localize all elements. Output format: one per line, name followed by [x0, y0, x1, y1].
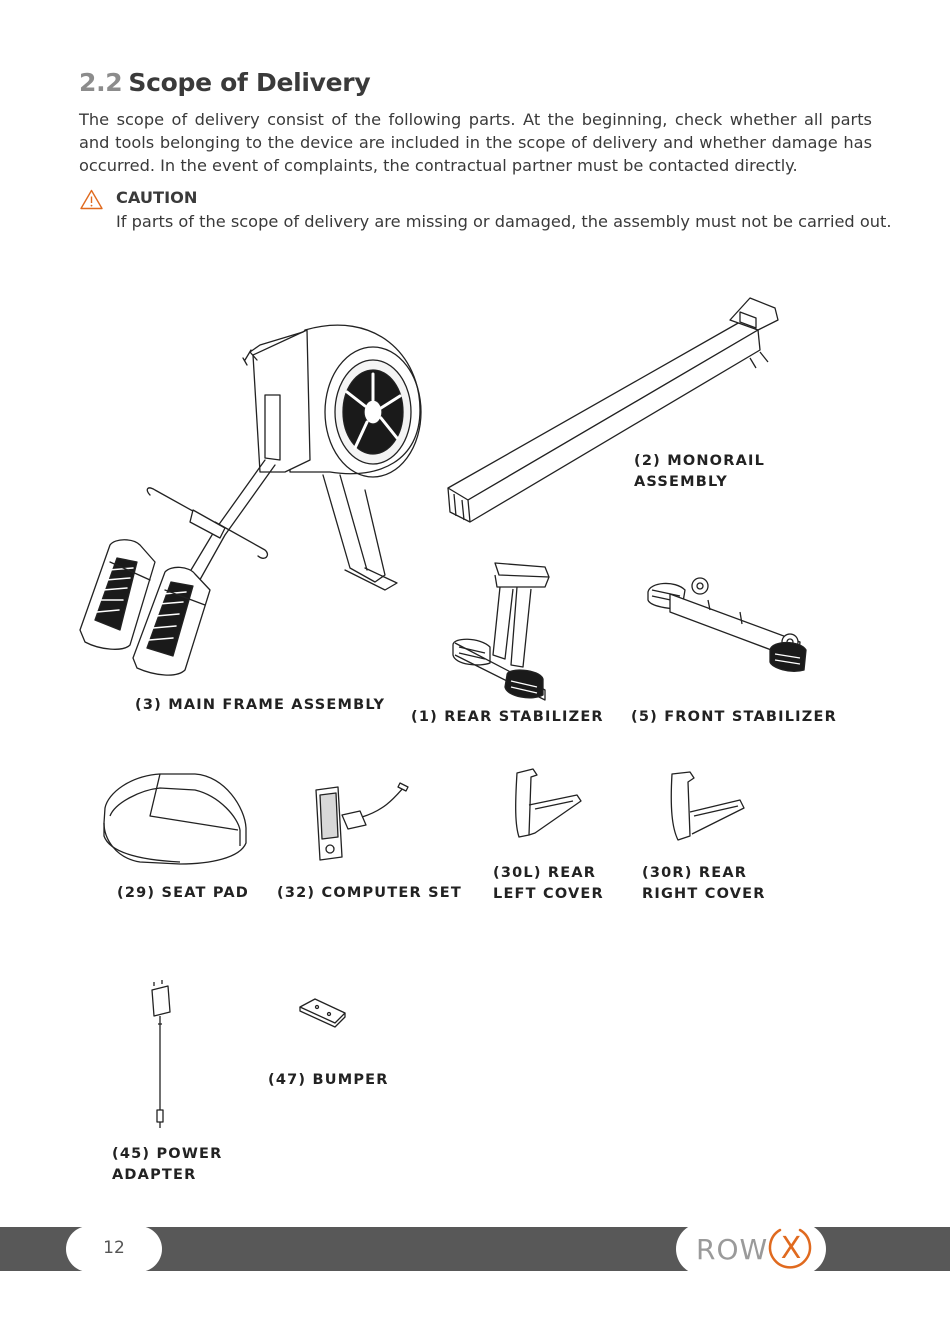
- label-rear-left-line1: (30L) REAR: [493, 865, 597, 881]
- computer-set-drawing: [300, 775, 420, 870]
- section-number: 2.2: [79, 68, 123, 97]
- label-rear-right-line1: (30R) REAR: [642, 865, 748, 881]
- warning-triangle-icon: [80, 189, 103, 210]
- bumper-drawing: [295, 995, 350, 1030]
- power-adapter-drawing: [140, 982, 180, 1132]
- page-number: 12: [103, 1238, 125, 1258]
- label-front-stabilizer: (5) FRONT STABILIZER: [631, 709, 837, 725]
- label-power-line1: (45) POWER: [112, 1146, 223, 1162]
- monorail-drawing: [440, 290, 785, 530]
- brand-mark: X: [780, 1231, 802, 1266]
- label-monorail-line1: (2) MONORAIL: [634, 453, 766, 469]
- label-monorail-line2: ASSEMBLY: [634, 474, 728, 490]
- brand-word: ROW: [696, 1233, 769, 1266]
- caution-title: CAUTION: [116, 188, 198, 207]
- label-computer-set: (32) COMPUTER SET: [277, 885, 462, 901]
- label-seat-pad: (29) SEAT PAD: [117, 885, 250, 901]
- rear-left-cover-drawing: [505, 765, 585, 840]
- front-stabilizer-drawing: [640, 572, 815, 682]
- label-rear-stabilizer: (1) REAR STABILIZER: [411, 709, 604, 725]
- caution-text: If parts of the scope of delivery are missing or damaged, the assembly must not be carried out.: [116, 212, 892, 231]
- label-bumper: (47) BUMPER: [268, 1072, 389, 1088]
- intro-paragraph: The scope of delivery consist of the following parts. At the beginning, check whether all parts and tools belonging to the device are included in the scope of delivery and whether damage has occurred. In the event of complaints, the contractual partner must be contacted directly.: [79, 110, 872, 175]
- label-rear-right-line2: RIGHT COVER: [642, 886, 766, 902]
- section-title: Scope of Delivery: [128, 68, 371, 97]
- rear-stabilizer-drawing: [445, 555, 555, 705]
- main-frame-drawing: [75, 300, 435, 675]
- section-heading: [79, 68, 370, 97]
- label-main-frame: (3) MAIN FRAME ASSEMBLY: [135, 697, 386, 713]
- label-power-line2: ADAPTER: [112, 1167, 197, 1183]
- label-rear-left-line2: LEFT COVER: [493, 886, 604, 902]
- rear-right-cover-drawing: [660, 768, 750, 843]
- seat-pad-drawing: [100, 768, 250, 873]
